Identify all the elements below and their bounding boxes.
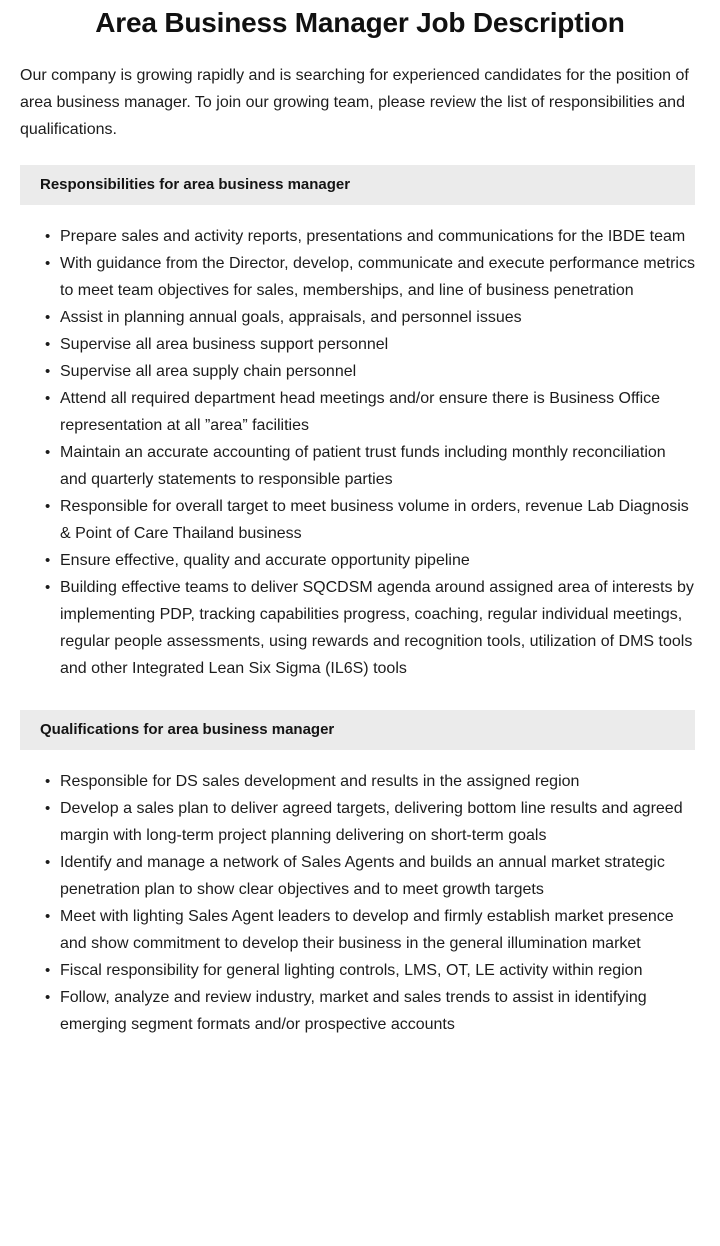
list-item: • With guidance from the Director, develop, communicate and execute performance metrics to meet team objectives for sales, memberships, and line of business penetration <box>45 250 696 304</box>
responsibilities-section <box>0 165 720 688</box>
list-item: • Ensure effective, quality and accurate opportunity pipeline <box>45 547 696 574</box>
list-item: • Fiscal responsibility for general lighting controls, LMS, OT, LE activity within region <box>45 957 696 984</box>
responsibilities-list <box>0 205 720 682</box>
responsibilities-heading: Responsibilities for area business manager <box>40 176 351 193</box>
responsibilities-section-bar <box>20 165 695 205</box>
list-item: • Responsible for DS sales development and results in the assigned region <box>45 768 696 795</box>
qualifications-section <box>0 710 720 1078</box>
list-item: • Attend all required department head meetings and/or ensure there is Business Office representation at all ”area” facilities <box>45 385 696 439</box>
list-item: • Supervise all area supply chain personnel <box>45 358 696 385</box>
page-title: Area Business Manager Job Description <box>95 7 625 38</box>
qualifications-list <box>0 750 720 1038</box>
list-item: • Identify and manage a network of Sales Agents and builds an annual market strategic penetration plan to show clear objectives and to meet growth targets <box>45 849 696 903</box>
list-item: • Maintain an accurate accounting of patient trust funds including monthly reconciliation and quarterly statements to responsible parties <box>45 439 696 493</box>
list-item: • Assist in planning annual goals, appraisals, and personnel issues <box>45 304 696 331</box>
list-item: • Building effective teams to deliver SQCDSM agenda around assigned area of interests by implementing PDP, tracking capabilities progress, coaching, regular individual meetings, regular people assessments, using rewards and recognition tools, utilization of DMS tools and other Integrated Lean Six Sigma (IL6S) tools <box>45 574 696 682</box>
list-item: • Responsible for overall target to meet business volume in orders, revenue Lab Diagnosis & Point of Care Thailand business <box>45 493 696 547</box>
list-item: • Prepare sales and activity reports, presentations and communications for the IBDE team <box>45 223 696 250</box>
intro-paragraph: Our company is growing rapidly and is searching for experienced candidates for the position of area business manager. To join our growing team, please review the list of responsibilities and qualifications. <box>20 67 689 138</box>
qualifications-section-bar <box>20 710 695 750</box>
list-item: • Meet with lighting Sales Agent leaders to develop and firmly establish market presence and show commitment to develop their business in the general illumination market <box>45 903 696 957</box>
list-item: • Develop a sales plan to deliver agreed targets, delivering bottom line results and agreed margin with long-term project planning delivering on short-term goals <box>45 795 696 849</box>
list-item: • Supervise all area business support personnel <box>45 331 696 358</box>
list-item: • Follow, analyze and review industry, market and sales trends to assist in identifying emerging segment formats and/or prospective accounts <box>45 984 696 1038</box>
qualifications-heading: Qualifications for area business manager <box>40 721 335 738</box>
